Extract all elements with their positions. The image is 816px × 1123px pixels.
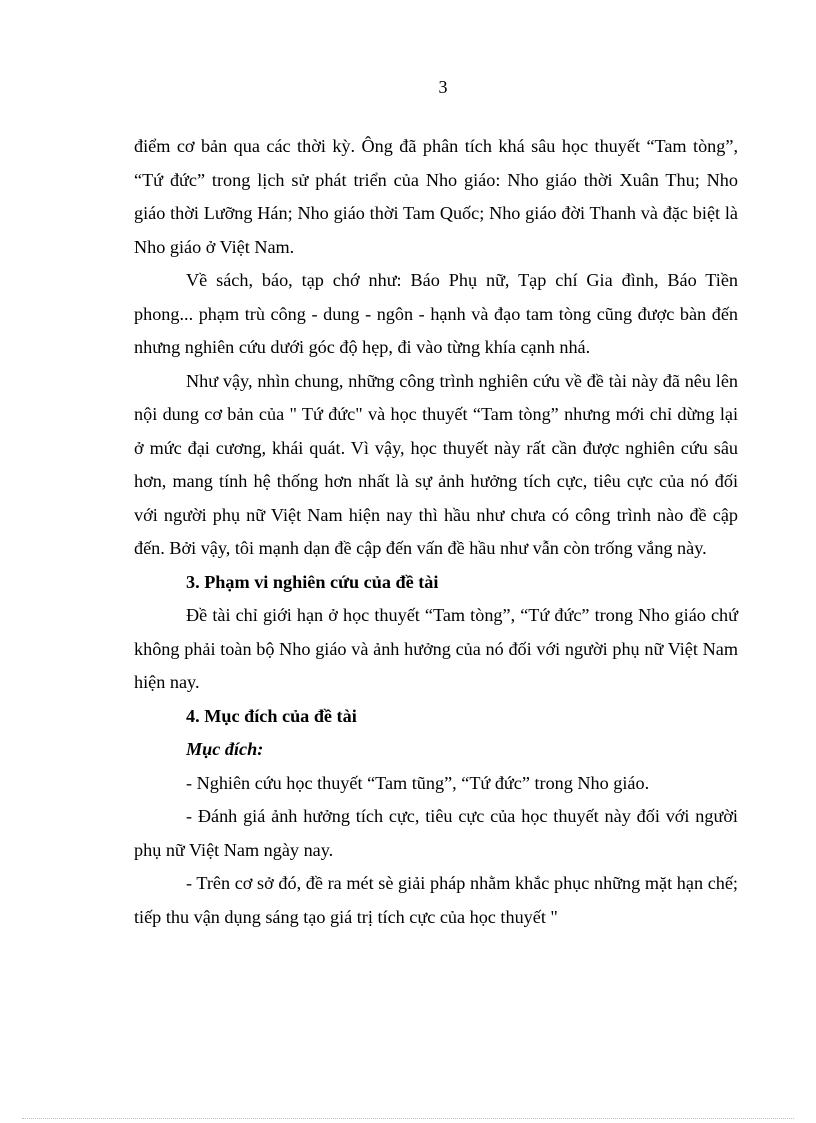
list-item-research: - Nghiên cứu học thuyết “Tam tũng”, “Tứ đức” trong Nho giáo. [186, 772, 650, 793]
section-heading-purpose: 4. Mục đích của đề tài [186, 705, 357, 726]
paragraph-continuation: điểm cơ bản qua các thời kỳ. Ông đã phân tích khá sâu học thuyết “Tam tòng”, “Tứ đức” trong lịch sử phát triển của Nho giáo: Nho giáo thời Xuân Thu; Nho giáo thời Lưỡng Hán; Nho giáo thời Tam Quốc; Nho giáo đời Thanh và đặc biệt là Nho giáo ở Việt Nam. [134, 136, 738, 257]
list-item-evaluate: - Đánh giá ảnh hưởng tích cực, tiêu cực của học thuyết này đối với người phụ nữ Việt Nam ngày nay. [134, 806, 738, 860]
paragraph-summary: Như vậy, nhìn chung, những công trình nghiên cứu về đề tài này đã nêu lên nội dung cơ bản của " Tứ đức" và học thuyết “Tam tòng” nhưng mới chỉ dừng lại ở mức đại cương, khái quát. Vì vậy, học thuyết này rất cần được nghiên cứu sâu hơn, mang tính hệ thống hơn nhất là sự ảnh hưởng tích cực, tiêu cực của nó đối với người phụ nữ Việt Nam hiện nay thì hầu như chưa có công trình nào đề cập đến. Bởi vậy, tôi mạnh dạn đề cập đến vấn đề hầu như vẫn còn trống vắng này. [134, 370, 738, 558]
section-heading-scope: 3. Phạm vi nghiên cứu của đề tài [186, 571, 439, 592]
document-body [134, 130, 738, 934]
list-item-solutions: - Trên cơ sở đó, đề ra mét sè giải pháp nhằm khắc phục những mặt hạn chế; tiếp thu vận dụng sáng tạo giá trị tích cực của học thuyết " [134, 873, 738, 927]
page-number: 3 [438, 77, 448, 97]
paragraph-scope: Đề tài chỉ giới hạn ở học thuyết “Tam tòng”, “Tứ đức” trong Nho giáo chứ không phải toàn bộ Nho giáo và ảnh hưởng của nó đối với người phụ nữ Việt Nam hiện nay. [134, 605, 738, 692]
subheading-purpose: Mục đích: [186, 739, 264, 759]
paragraph-press-sources: Về sách, báo, tạp chớ như: Báo Phụ nữ, Tạp chí Gia đình, Báo Tiền phong... phạm trù công - dung - ngôn - hạnh và đạo tam tòng cũng được bàn đến nhưng nghiên cứu dưới góc độ hẹp, đi vào từng khía cạnh nhá. [134, 270, 738, 357]
page-bottom-divider [22, 1118, 794, 1119]
